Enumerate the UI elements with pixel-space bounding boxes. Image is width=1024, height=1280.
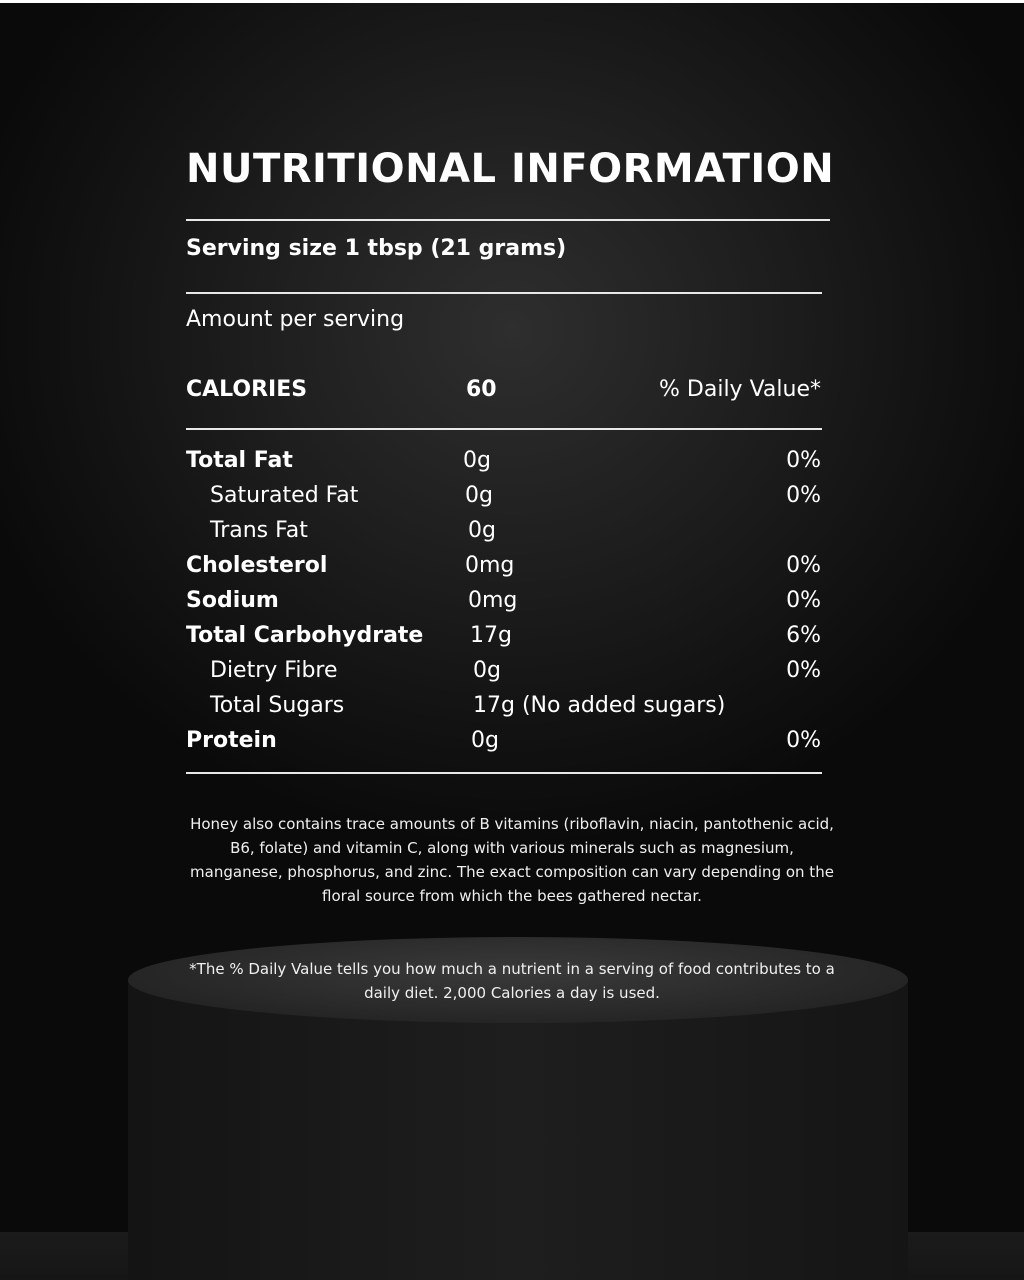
nutrient-name: Sodium [186, 588, 279, 613]
nutrient-name: Total Sugars [210, 693, 345, 718]
top-border [0, 0, 1024, 3]
nutrient-amount: 17g (No added sugars) [473, 693, 726, 718]
pedestal-body [128, 980, 908, 1280]
page-title: NUTRITIONAL INFORMATION [186, 146, 835, 192]
nutrient-name: Cholesterol [186, 553, 328, 578]
nutrient-amount: 0mg [468, 588, 518, 613]
nutrient-amount: 17g [470, 623, 512, 648]
nutrient-daily-value: 0% [786, 448, 821, 473]
calories-label: CALORIES [186, 377, 308, 402]
nutrient-name: Total Fat [186, 448, 293, 473]
nutrient-amount: 0mg [465, 553, 515, 578]
nutrient-amount: 0g [465, 483, 493, 508]
nutrient-daily-value: 0% [786, 728, 821, 753]
daily-value-header: % Daily Value* [659, 377, 821, 402]
nutrient-row-sodium [186, 588, 821, 623]
nutrient-name: Trans Fat [210, 518, 308, 543]
nutrient-row-cholesterol [186, 553, 821, 588]
nutrient-name: Total Carbohydrate [186, 623, 424, 648]
nutrient-row-total-fat [186, 448, 821, 483]
serving-size: Serving size 1 tbsp (21 grams) [186, 236, 567, 261]
divider-top [186, 219, 830, 221]
divider-calories [186, 428, 822, 430]
daily-value-footnote: *The % Daily Value tells you how much a nutrient in a serving of food contributes to a daily diet. 2,000 Calories a day is used. [189, 960, 835, 1002]
nutrient-row-trans-fat [186, 518, 821, 553]
nutrient-row-protein [186, 728, 821, 763]
nutrient-amount: 0g [471, 728, 499, 753]
nutrient-daily-value: 6% [786, 623, 821, 648]
divider-serving [186, 292, 822, 294]
nutrient-row-dietry-fibre [186, 658, 821, 693]
nutrient-daily-value: 0% [786, 553, 821, 578]
nutrient-name: Dietry Fibre [210, 658, 338, 683]
amount-per-serving: Amount per serving [186, 307, 405, 332]
nutrient-amount: 0g [468, 518, 496, 543]
nutrient-amount: 0g [463, 448, 491, 473]
nutrient-daily-value: 0% [786, 658, 821, 683]
calories-value: 60 [466, 377, 497, 402]
divider-bottom [186, 772, 822, 774]
nutrient-daily-value: 0% [786, 588, 821, 613]
nutrient-row-total-sugars [186, 693, 821, 728]
nutrient-name: Protein [186, 728, 277, 753]
nutrient-amount: 0g [473, 658, 501, 683]
nutrient-row-saturated-fat [186, 483, 821, 518]
nutrient-daily-value: 0% [786, 483, 821, 508]
nutrient-name: Saturated Fat [210, 483, 359, 508]
honey-info-note: Honey also contains trace amounts of B vitamins (riboflavin, niacin, pantothenic acid, B6, folate) and vitamin C, along with various minerals such as magnesium, manganese, phosphorus, and zinc. The exact composition can vary depending on the floral source from which the bees gathered nectar. [190, 815, 834, 905]
nutrient-row-total-carbohydrate [186, 623, 821, 658]
